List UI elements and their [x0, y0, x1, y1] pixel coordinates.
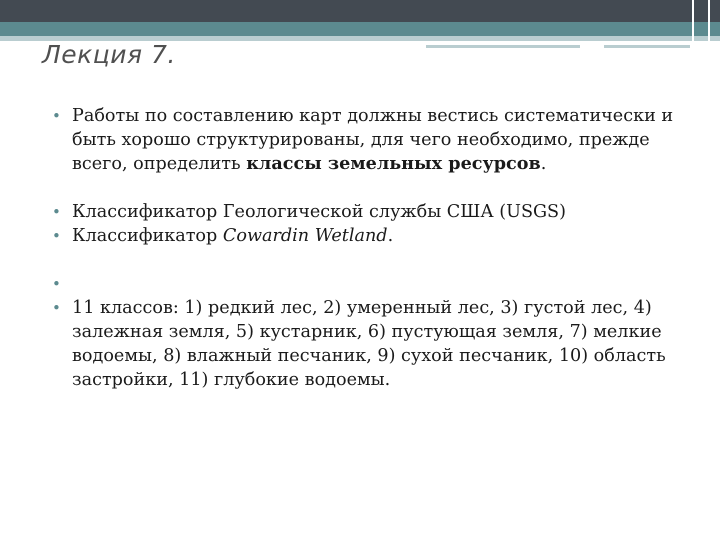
- bullet-list: [52, 104, 702, 392]
- bullet-item: [52, 224, 702, 248]
- header-band-dark: [0, 0, 720, 22]
- bullet-bold-term: классы земельных ресурсов: [246, 153, 541, 174]
- bullet-item-empty: [52, 272, 702, 296]
- bullet-text: Классификатор Геологической службы США (USGS): [72, 202, 566, 222]
- bullet-text: Работы по составлению карт должны вестись систематически и быть хорошо структурированы, для чего необходимо, прежде всего, определить: [72, 106, 674, 174]
- header-separator: [708, 0, 710, 41]
- bullet-punctuation: .: [387, 226, 394, 246]
- bullet-item: [52, 200, 702, 224]
- title-rule-segment: [426, 45, 580, 48]
- bullet-item: [52, 104, 702, 176]
- bullet-item: [52, 296, 702, 392]
- bullet-italic-term: Cowardin Wetland: [222, 226, 388, 246]
- header-separator: [692, 0, 694, 41]
- slide-title: Лекция 7.: [42, 40, 176, 69]
- bullet-punctuation: .: [540, 154, 547, 174]
- bullet-text: Классификатор: [72, 226, 223, 246]
- bullet-text: 11 классов: 1) редкий лес, 2) умеренный лес, 3) густой лес, 4) залежная земля, 5) кустарник, 6) пустующая земля, 7) мелкие водоемы, 8) влажный песчаник, 9) сухой песчаник, 10) область застройки, 11) глубокие водоемы.: [72, 298, 666, 390]
- header-band-teal: [0, 22, 720, 36]
- title-rule-segment: [604, 45, 690, 48]
